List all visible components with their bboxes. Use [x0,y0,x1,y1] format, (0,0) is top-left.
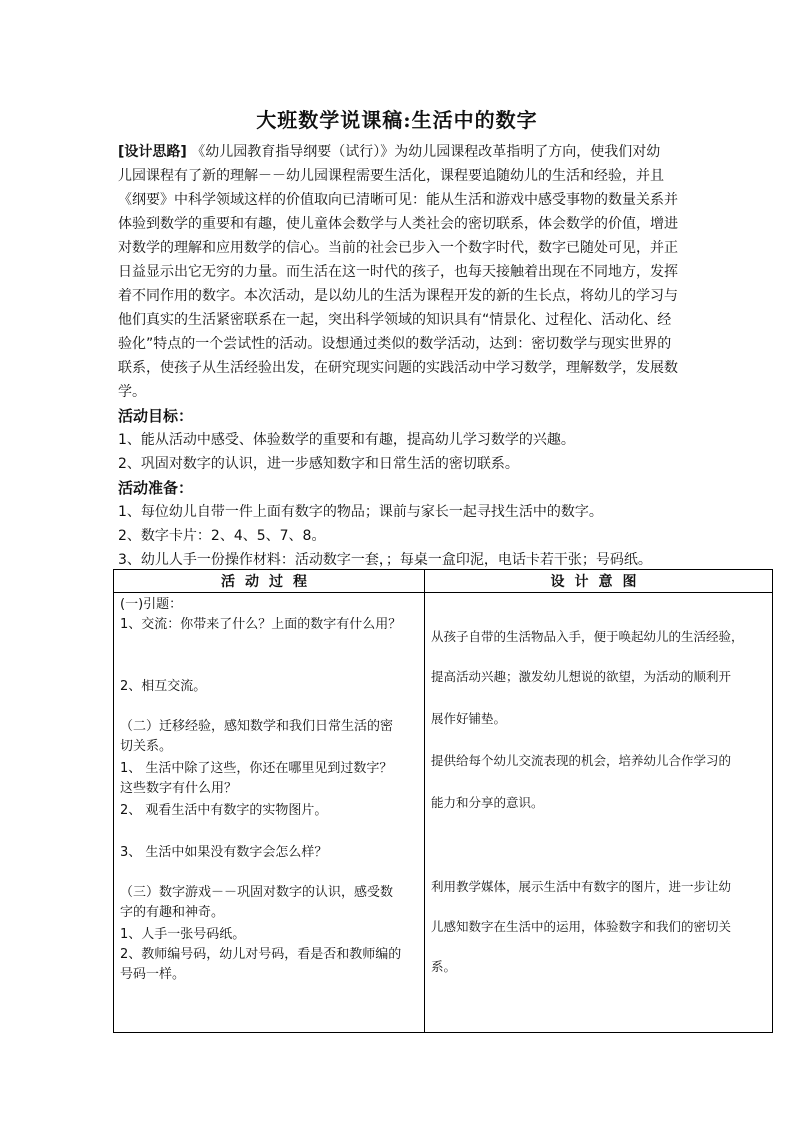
design-line-10: 联系，使孩子从生活经验出发，在研究现实问题的实践活动中学习数学，理解数学，发展数 [118,360,678,376]
design-line-6: 日益显示出它无穷的力量。而生活在这一时代的孩子，也每天接触着出现在不同地方，发挥 [118,264,678,280]
process-line: 2、教师编号码，幼儿对号码，看是否和教师编的 [120,947,402,962]
prep-item: 1、每位幼儿自带一件上面有数字的物品；课前与家长一起寻找生活中的数字。 [118,504,603,520]
intent-line: 展作好铺垫。 [431,711,507,726]
intent-line: 提高活动兴趣；激发幼儿想说的欲望，为活动的顺利开 [431,669,732,684]
process-line: （三）数字游戏－－巩固对数字的认识，感受数 [120,885,394,900]
intent-line: 儿感知数字在生活中的运用，体验数字和我们的密切关 [431,919,732,934]
intent-line: 能力和分享的意识。 [431,795,544,810]
prep-item: 2、数字卡片：2、4、5、7、8。 [118,528,326,544]
table-row [114,593,773,1033]
intent-line: 从孩子自带的生活物品入手，便于唤起幼儿的生活经验， [431,629,744,644]
design-line-5: 对数学的理解和应用数学的信心。当前的社会已步入一个数字时代，数字已随处可见，并正 [118,240,678,256]
table-header-row [114,570,773,593]
design-line-3: 《纲要》中科学领域这样的价值取向已清晰可见：能从生活和游戏中感受事物的数量关系并 [118,192,678,208]
design-rationale [118,140,684,572]
prep-item: 3、幼儿人手一份操作材料：活动数字一套，；每桌一盒印泥，电话卡若干张；号码纸。 [118,552,652,568]
process-line: 1、 生活中除了这些，你还在哪里见到过数字？ [120,761,393,776]
intent-line: 利用教学媒体，展示生活中有数字的图片，进一步让幼 [431,879,732,894]
goal-item: 2、巩固对数字的认识，进一步感知数字和日常生活的密切联系。 [118,456,519,472]
process-line: 3、 生活中如果没有数字会怎么样？ [120,845,328,860]
activity-table [113,569,773,1033]
process-line: 1、交流：你带来了什么？上面的数字有什么用？ [120,617,402,632]
process-line: (一)引题： [120,597,183,612]
process-line: 切关系。 [120,739,173,754]
design-label: [设计思路] [118,144,187,160]
process-line: 号码一样。 [120,967,186,982]
process-line: 2、相互交流。 [120,679,207,694]
intent-line: 提供给每个幼儿交流表现的机会，培养幼儿合作学习的 [431,753,732,768]
prep-heading: 活动准备： [118,479,194,497]
design-line-4: 体验到数学的重要和有趣，使儿童体会数学与人类社会的密切联系，体会数学的价值，增进 [118,216,678,232]
process-line: 1、人手一张号码纸。 [120,927,246,942]
design-line-1: [设计思路] 《幼儿园教育指导纲要（试行）》为幼儿园课程改革指明了方向，使我们对幼 [118,144,661,160]
design-line-8: 他们真实的生活紧密联系在一起，突出科学领域的知识具有“情景化、过程化、活动化、经 [118,312,672,328]
intent-column-header: 设计意图 [425,570,773,593]
design-line-7: 着不同作用的数字。本次活动，是以幼儿的生活为课程开发的新的生长点，将幼儿的学习与 [118,288,678,304]
intent-line: 系。 [431,959,457,974]
document-title: 大班数学说课稿:生活中的数字 [256,108,538,132]
design-line-2: 儿园课程有了新的理解－－幼儿园课程需要生活化，课程要追随幼儿的生活和经验，并且 [118,168,664,184]
design-line-11: 学。 [118,384,146,400]
process-column-header: 活动过程 [114,570,425,593]
intent-cell [425,593,773,1033]
process-line: 字的有趣和神奇。 [120,905,225,920]
goal-item: 1、能从活动中感受、体验数学的重要和有趣，提高幼儿学习数学的兴趣。 [118,432,575,448]
process-cell [114,593,425,1033]
design-line-9: 验化”特点的一个尝试性的活动。设想通过类似的数学活动，达到：密切数学与现实世界的 [118,336,672,352]
process-line: 2、 观看生活中有数字的实物图片。 [120,803,328,818]
goals-heading: 活动目标： [118,407,194,425]
process-line: （二）迁移经验，感知数学和我们日常生活的密 [120,719,394,734]
process-line: 这些数字有什么用？ [120,781,238,796]
